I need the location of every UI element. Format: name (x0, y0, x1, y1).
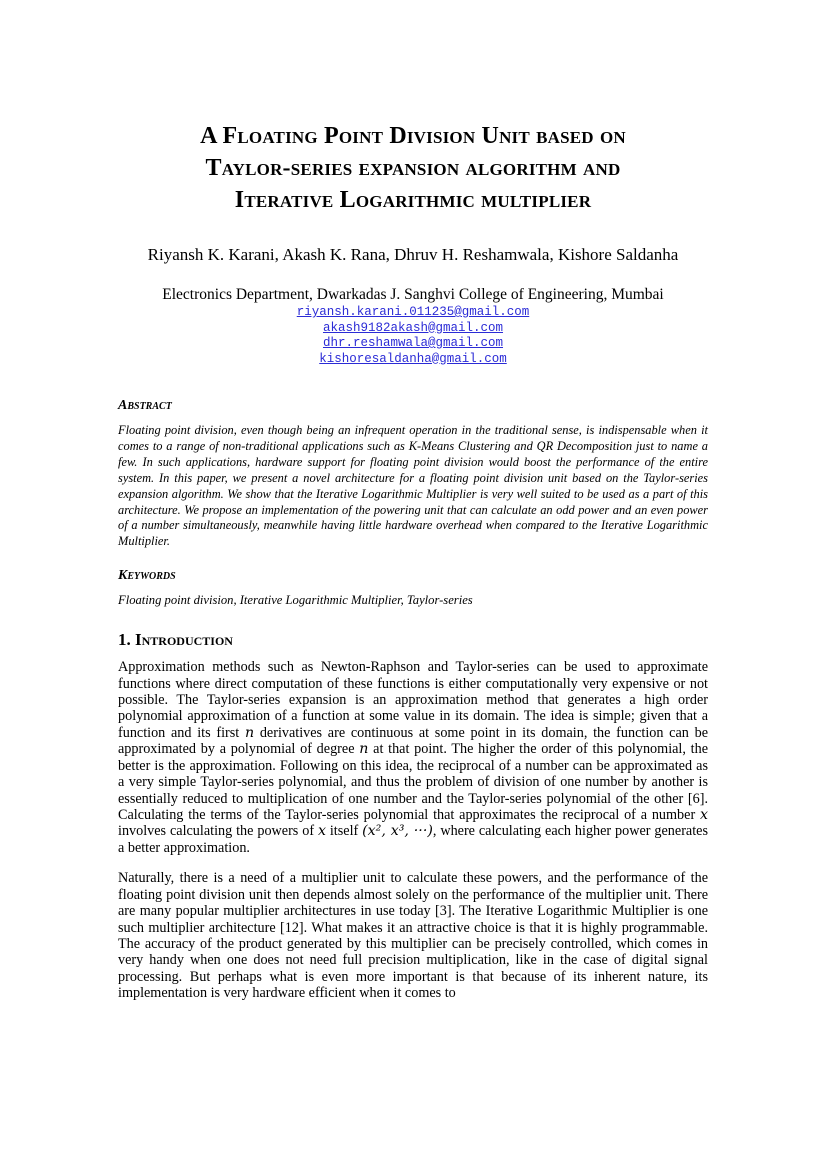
math-variable: n (359, 741, 369, 758)
text-run: Approximation methods such as Newton-Raphson and Taylor-series can be used to approximate functions where direct computation of these functions is either computationally very expensive or not possible. The Taylor-series expansion is an approximation method that generates a high order polynomial approximation of a function at some value in its domain. The idea is simple; given that a function and its first (118, 659, 708, 741)
text-run: derivatives are continuous at some point in its domain, the function can be approximated by a polynomial of degree (118, 724, 708, 758)
text-run: at that point. The higher the order of this polynomial, the better is the approximation. Following on this idea, the reciprocal of a number can be approximated as a very simple Taylor-series polynomial, and thus the problem of division of one number by another is essentially reduced to multiplication of one number and the Taylor-series polynomial of the other [6]. Calculating the terms of the Taylor-series polynomial that approximates the reciprocal of a number (118, 741, 708, 823)
email-link[interactable]: riyansh.karani.011235@gmail.com (296, 305, 530, 319)
introduction-heading (118, 630, 708, 650)
keywords-heading: Keywords (118, 568, 176, 584)
math-variable: n (244, 724, 255, 741)
affiliation: Electronics Department, Dwarkadas J. Sanghvi College of Engineering, Mumbai (162, 286, 664, 303)
email-link[interactable]: dhr.reshamwala@gmail.com (322, 336, 504, 350)
title-line: Taylor-series expansion algorithm and (205, 155, 621, 181)
section-title: Introduction (135, 630, 233, 650)
text-run: involves calculating the powers of (118, 823, 318, 840)
text-run: , where calculating each higher power generates a better approximation. (118, 823, 708, 856)
intro-paragraph-2: Naturally, there is a need of a multiplier unit to calculate these powers, and the performance of the floating point division unit then depends almost solely on the performance of the multiplier unit. There are many popular multiplier architectures in use today [3]. The Iterative Logarithmic Multiplier is one such multiplier architecture [12]. What makes it an attractive choice is that it is highly programmable. The accuracy of the product generated by this multiplier can be precisely controlled, which comes in very handy when one does not need full precision multiplication, like in the case of digital signal processing. But perhaps what is even more important is that because of its inherent nature, its implementation is very hardware efficient when it comes to (118, 870, 708, 1002)
author-list: Riyansh K. Karani, Akash K. Rana, Dhruv H. Reshamwala, Kishore Saldanha (147, 245, 679, 264)
keywords-text: Floating point division, Iterative Logarithmic Multiplier, Taylor-series (118, 593, 473, 608)
abstract-heading: Abstract (118, 398, 172, 413)
email-list (118, 305, 708, 367)
title-line: Iterative Logarithmic multiplier (234, 187, 592, 213)
abstract-text: Floating point division, even though being an infrequent operation in the traditional sense, is indispensable when it comes to a range of non-traditional applications such as K-Means Clustering and QR Decomposition just to name a few. In such applications, hardware support for floating point division would boost the performance of the entire system. In this paper, we present a novel architecture for a floating point division unit based on the Taylor-series expansion algorithm. We show that the Iterative Logarithmic Multiplier is very well suited to be used as a part of this architecture. We propose an implementation of the powering unit that can calculate an odd power and an even power of a number simultaneously, meanwhile having little hardware overhead when compared to the Iterative Logarithmic Multiplier. (118, 423, 708, 549)
math-variable: x (699, 806, 708, 823)
text-run: itself (325, 823, 363, 840)
paper-title (118, 120, 708, 216)
section-number: 1. (118, 630, 131, 650)
paper-page (118, 120, 708, 1016)
title-line: A Floating Point Division Unit based on (200, 123, 626, 149)
email-link[interactable]: kishoresaldanha@gmail.com (319, 351, 507, 366)
intro-paragraph-1 (118, 659, 708, 856)
math-variable: x (317, 823, 326, 840)
math-expression: (x², x³, ···) (362, 823, 433, 840)
email-link[interactable]: akash9182akash@gmail.com (322, 320, 504, 335)
